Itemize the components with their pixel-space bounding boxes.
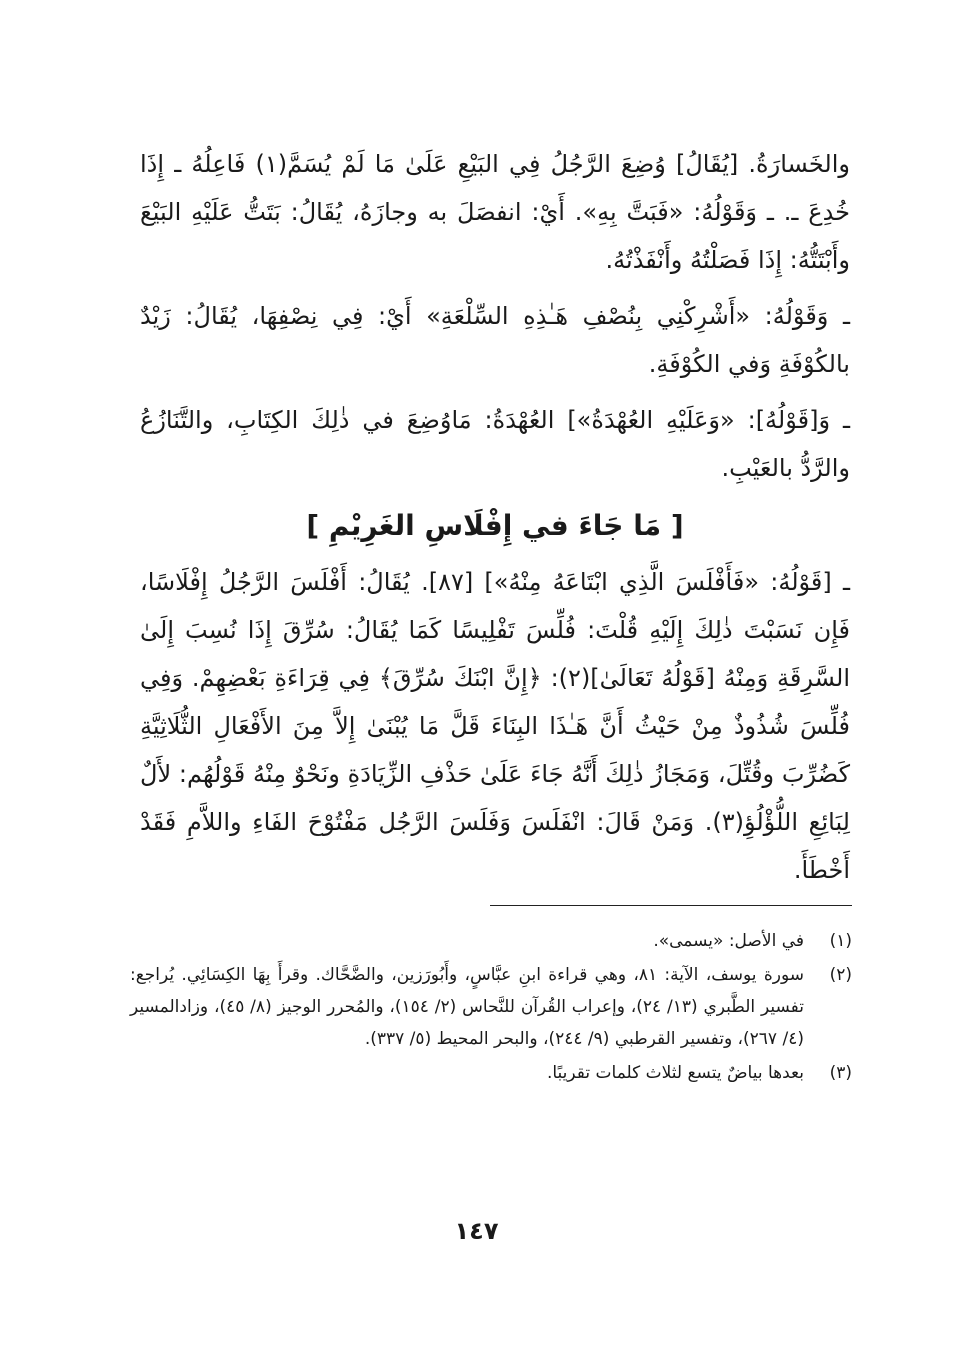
paragraph-3: ـ وَ[قَوْلُهُ]: «وَعَلَيْهِ العُهْدَةُ»] العُهْدَةُ: مَاوُضِعَ في ذٰلِكَ الكِتَابِ، والتَّنَازُعُ والرَّدُّ بالعَيْبِ. — [140, 406, 850, 482]
footnote-text: سورة يوسف، الآية: ٨١، وهي قراءة ابنِ عبَّاسٍ، وأَبُورَزين، والضَّحَّاك. وقرأَ بِهَا الكِسَائِي. يُراجع: تفسير الطَّبري (١٣/ ٢٤)، وإعراب القُرآن للنَّحاس (٢/ ١٥٤)، والمُحرر الوجيز (٨/ ٤٥)، وزادالمسير (٤/ ٢٦٧)، وتفسير القرطبي (٩/ ٢٤٤)، والبحر المحيط (٥/ ٣٣٧). — [130, 965, 804, 1049]
footnote-number: (٣) — [829, 1063, 852, 1083]
footnote-divider — [490, 905, 852, 906]
footnote-1 — [130, 925, 852, 957]
paragraph-4: ـ [قَوْلُهُ: «فَأَفْلَسَ الَّذِي ابْتَاعَهُ مِنْهُ»] [٨٧]. يُقَالُ: أَفْلَسَ الرَّجُلُ إِفْلَاسًا، فَإِن نَسَبْتَ ذٰلِكَ إِلَيْهِ قُلْتَ: فُلِّسَ تَفْلِيسًا كَمَا يُقَالُ: سُرِّقَ إِذَا نُسِبَ إِلَىٰ السَّرِقَةِ وَمِنْهُ [قَوْلُهُ تَعَالَىٰ](٢): ﴿إِنَّ ابْنَكَ سُرِّقَ﴾ فِي قِرَاءَةِ بَعْضِهِمْ. وَفِي فُلِّسَ شُذُوذٌ مِنْ حَيْثُ أَنَّ هَـٰذَا البِنَاءَ قَلَّ مَا يُبْنَىٰ إِلاَّ مِنَ الأَفْعَالِ الثُّلَاثِيَّةِ كَضُرِّبَ وقُتِّلَ، وَمَجَازُ ذٰلِكَ أَنَّهُ جَاءَ عَلَىٰ حَذْفِ الزِّيَادَةِ ونَحْوٌ مِنْهُ قَوْلُهُم: لأَلٌ لِبَائِعِ اللُّؤْلُؤِ(٣). وَمَنْ قَالَ: انْفَلَسَ وَفَلَسَ الرَّجُل مَفْتُوْحَ الفَاءِ واللاَّمِ فَقَدْ أَخْطَأَ. — [140, 568, 851, 884]
footnote-text: بعدها بياضٌ يتسع لثلاث كلمات تقريبًا. — [546, 1063, 804, 1083]
paragraph-1: والخَسارَةُ. [يُقَالُ] وُضِعَ الرَّجُلُ فِي البَيْعِ عَلَىٰ مَا لَمْ يُسَمَّ(١) فَاعِلُهُ ـ إِذَا خُدِعَ ـ. ـ وَقَوْلُهُ: «فَبَتَّ بِهِ». أَيْ: انفصَلَ به وجازَهُ، يُقَالُ: بَتَتُّ عَلَيْهِ البَيْعَ وأَبْتَتُّهُ: إِذَا فَصَلْتُهُ وأَنْفَذْتُهُ. — [140, 150, 850, 274]
page-number: ١٤٧ — [454, 1217, 499, 1245]
footnote-number: (١) — [829, 931, 852, 951]
footnote-3 — [130, 1057, 852, 1089]
main-text — [140, 140, 850, 902]
paragraph-2: ـ وَقَوْلُهُ: «أَشْرِكْنِي بِنُصْفِ هَـٰذِهِ السِّلْعَةِ» أَيْ: فِي نِصْفِهَا، يُقَالُ: زَيْدٌ بالكُوْفَةِ وَفي الكُوْفَةِ. — [140, 302, 850, 378]
footnote-2 — [130, 959, 852, 1055]
footnotes — [130, 925, 852, 1091]
footnote-text: في الأصل: «يسمى». — [653, 931, 804, 951]
footnote-number: (٢) — [829, 965, 852, 985]
section-heading: [ مَا جَاءَ في إِفْلَاسِ الغَرِيْمِ ] — [306, 509, 684, 542]
